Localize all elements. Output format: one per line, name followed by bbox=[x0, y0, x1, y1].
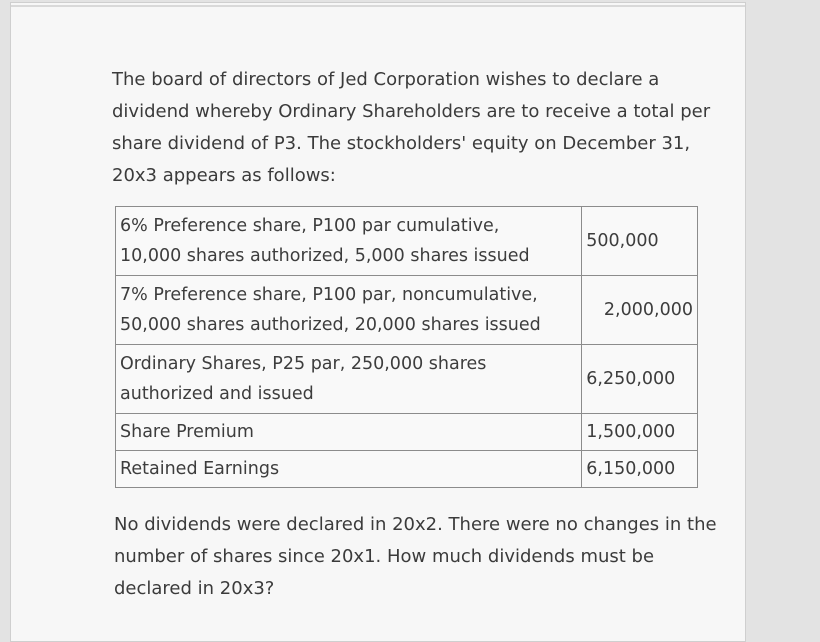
row-amount: 6,250,000 bbox=[582, 345, 698, 414]
document-page bbox=[10, 2, 746, 642]
row-description bbox=[116, 276, 582, 345]
stockholders-equity-table bbox=[115, 206, 698, 488]
problem-intro-text: The board of directors of Jed Corporation wishes to declare a dividend whereby Ordinary Shareholders are to receive a total per share dividend of P3. The stockholders' equity on December 31, 20x3 appears as follows: bbox=[112, 69, 711, 186]
row-description-line: 10,000 shares authorized, 5,000 shares issued bbox=[120, 246, 530, 266]
row-description bbox=[116, 345, 582, 414]
row-description-line: authorized and issued bbox=[120, 384, 314, 404]
table-row bbox=[116, 345, 698, 414]
row-description: Retained Earnings bbox=[116, 451, 582, 488]
row-amount: 500,000 bbox=[582, 207, 698, 276]
table-row bbox=[116, 414, 698, 451]
row-description-line: 50,000 shares authorized, 20,000 shares issued bbox=[120, 315, 541, 335]
page-top-divider bbox=[11, 5, 745, 7]
row-description-line: 7% Preference share, P100 par, noncumulative, bbox=[120, 285, 538, 305]
table-row bbox=[116, 451, 698, 488]
row-description: Share Premium bbox=[116, 414, 582, 451]
problem-question-text: No dividends were declared in 20x2. There were no changes in the number of shares since 20x1. How much dividends must be declared in 20x3? bbox=[114, 514, 717, 599]
row-description-line: 6% Preference share, P100 par cumulative, bbox=[120, 216, 500, 236]
row-description bbox=[116, 207, 582, 276]
table-row bbox=[116, 207, 698, 276]
row-amount: 1,500,000 bbox=[582, 414, 698, 451]
row-description-line: Ordinary Shares, P25 par, 250,000 shares bbox=[120, 354, 487, 374]
table-row bbox=[116, 276, 698, 345]
row-amount: 2,000,000 bbox=[582, 276, 698, 345]
row-amount: 6,150,000 bbox=[582, 451, 698, 488]
